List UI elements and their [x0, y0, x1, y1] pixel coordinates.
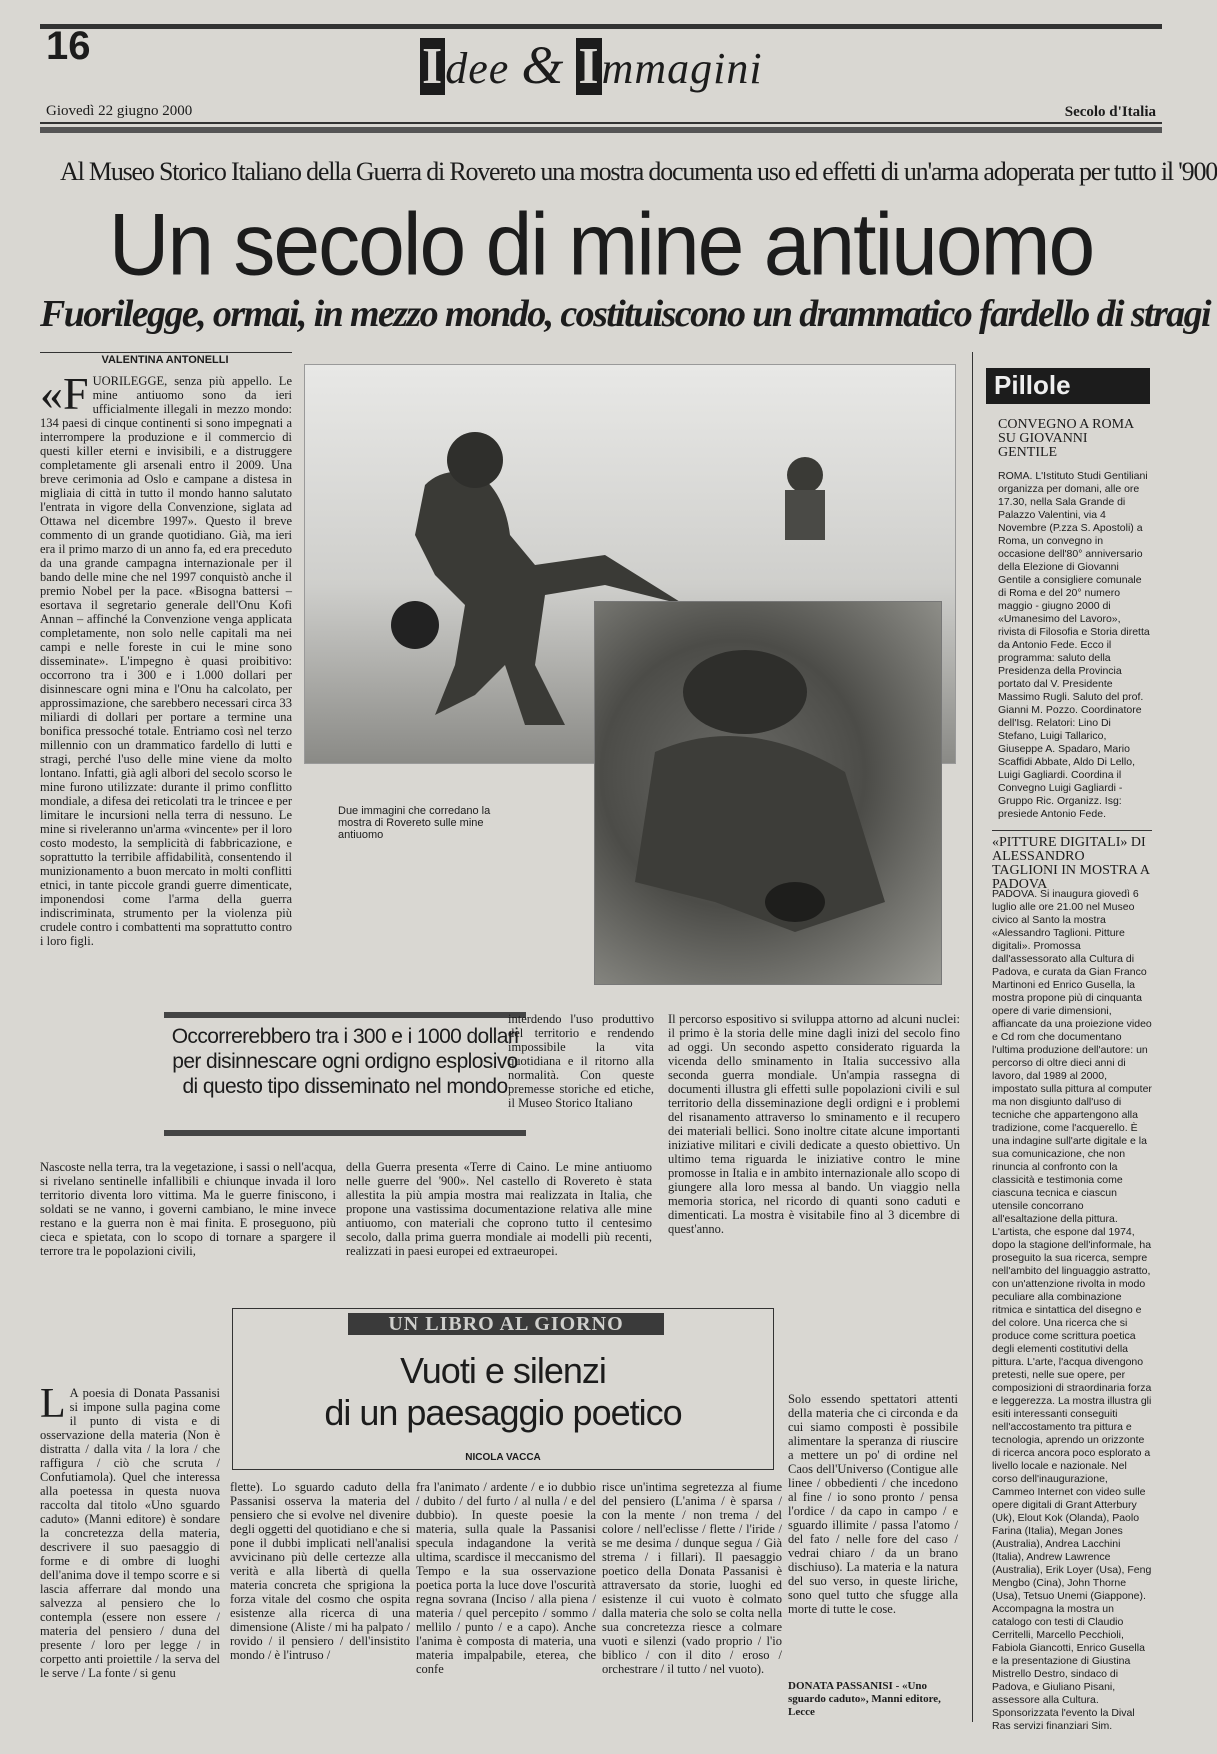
- sidebar-item2-text: PADOVA. Si inaugura giovedì 6 luglio alle ore 21.00 nel Museo civico al Santo la mostra «Alessandro Taglioni. Pitture digitali». Promossa dall'assessorato alla Cultura di Padova, e curata da Gian Franco Martinoni ed Enrico Gusella, la mostra propone più di cinquanta opere di varie dimensioni, affiancate da una proiezione video e Cd rom che documentano l'ultima produzione dell'autore: un percorso di oltre dieci anni di lavoro, dal 1989 al 2000, impostato sulla pittura al computer ma non disgiunto dall'uso di tecniche che appartengono alla tradizione, come l'acquerello. È una indagine sull'arte digitale e la sua comunicazione, che non rinuncia al confronto con la classicità e testimonia come ciascuna tecnica e ciascun utensile concorrano all'esaltazione della pittura. L'artista, che espone dal 1974, dopo la stagione dell'informale, ha proseguito la sua ricerca, sempre nell'ambito del linguaggio astratto, con un'attenzione rivolta in modo peculiare alla combinazione ritmica e sintattica del disegno e del colore. Una ricerca che si produce come scrittura poetica degli elementi costitutivi della pittura. L'arte, l'acqua divengono pretesti, nelle sue opere, per composizioni di straordinaria forza e leggerezza. La mostra illustra gli esiti interessanti conseguiti nell'accostamento tra pittura e tecnologia, aprendo un orizzonte di ricerca ancora poco esplorato a livello locale e nazionale. Nel corso dell'inaugurazione, Cammeo Internet con video sulle opere digitali di Grant Atterbury (Uk), Elout Kok (Olanda), Paolo Farina (Italia), Megan Jones (Australia), Andrea Lacchini (Italia), Andrew Lawrence (Australia), Erik Loyer (Usa), Feng Mengbo (Cina), John Thorne (Usa), Tetsuo Unemi (Giappone). Accompagna la mostra un catalogo con testi di Claudio Cerritelli, Marcello Pecchioli, Fabiola Giancotti, Enrico Gusella e la presentazione di Giustina Mistrello Destro, sindaco di Padova, e Giuliano Pisani, assessore alla Cultura. Sponsorizzata l'evento la Dival Ras servizi finanziari Sim.: [992, 888, 1152, 1732]
- book-col1-text: A poesia di Donata Passanisi si impone sulla pagina come il punto di vista e di osservazione della materia (Non è distratta / dalla vita / la lora / che raffigura / ciò che scruta / Confutiamola). Quel che interessa alla poetessa in questa nuova raccolta dal titolo «Uno sguardo caduto» (Manni editore) è sondare la concretezza della materia, descrivere il suo paesaggio di forme e di ombre di luoghi dell'anima dove il tempo scorre e si lascia afferrare dal mondo una salvezza al pensiero che lo contempla (essere non essere / materia del pensiero / duna del presente / loro per legge / in corpetto anti proiettile / la serva del le serve / La fonte / si genu: [40, 1386, 220, 1680]
- top-rule: [40, 24, 1162, 29]
- book-drop-cap: L: [40, 1381, 66, 1427]
- pull-quote: Occorrerebbero tra i 300 e i 1000 dollari per disinnescare ogni ordigno esplosivo di questo tipo disseminato nel mondo: [164, 1012, 526, 1136]
- article-subheadline: Fuorilegge, ormai, in mezzo mondo, costituiscono un drammatico fardello di stragi: [40, 293, 1210, 335]
- article-continuation-left: Nascoste nella terra, tra la vegetazione, i sassi o nell'acqua, si rivelano sentinelle infallibili e chiunque invada il loro territorio diventa loro vittima. Ma le guerre finiscono, i soldati se ne vanno, i governi cambiano, le mine invece restano e la guerra non è mai finita. E proseguono, più cieca e spietata, con lo scopo di tornare a spargere il terrore tra le popolazioni civili,: [40, 1160, 336, 1258]
- book-review-title: [234, 1350, 772, 1434]
- section-cap-1: I: [422, 38, 444, 95]
- book-column-5: Solo essendo spettatori attenti della materia che ci circonda e da cui siamo composti è possibile alimentare la speranza di riuscire a mettere un po' di ordine nel Caos dell'Universo (Contigue alle linee / obbedienti / che incedono al fine / io sono pronto / pensa l'ordice / da capo in campo / e sguardo illimite / passa l'atomo / del fato / nelle fore del caso / vedrai chiaro / da un brano dischiuso). La materia e la natura del suo verso, in queste liriche, sono quel tutto che sfugge alla morte di tutte le cose.: [788, 1392, 958, 1616]
- sidebar-item1-title: CONVEGNO A ROMA SU GIOVANNI GENTILE: [998, 417, 1134, 460]
- section-masthead: [420, 34, 763, 96]
- book-column-3: fra l'animato / ardente / e io dubbio / dubito / del furto / al nulla / e del dubbio). In queste poesie la materia, sulla quale la Passanisi specula indagandone la verità ultima, scardisce il meccanismo del Tempo e la sua osservazione poetica porta la luce dove l'oscurità regna sovrana (Inciso / alla piena / materia / quel percepito / sommo / mellilo / punto / e a capo). Anche l'anima è composta di materia, una materia impalpabile, eterea, che confe: [416, 1480, 596, 1676]
- article-continuation-middle: della Guerra presenta «Terre di Caino. Le mine antiuomo nelle guerre del '900». Nel castello di Rovereto è stata allestita la più ampia mostra mai realizzata in Italia, che propone una vastissima documentazione relativa alle mine antiuomo, con materiali che coprono tutto il centesimo secolo, dalla prima guerra mondiale ai modelli più recenti, realizzati in paesi europei ed extraeuropei.: [346, 1160, 652, 1258]
- article-byline: VALENTINA ANTONELLI: [101, 354, 229, 366]
- article-col1-text: UORILEGGE, senza più appello. Le mine antiuomo sono da ieri ufficialmente illegali in mezzo mondo: 134 paesi di cinque continenti si sono impegnati a interrompere la produzione e il commercio di questi killer eterni e invisibili, e a distruggere completamente gli arsenali entro il 2009. Una breve cerimonia ad Oslo e campane a distesa in migliaia di città in tutto il mondo hanno salutato l'entrata in vigore della Convenzione, siglata ad Ottawa nel dicembre 1997». Questo il breve commento di un grande quotidiano. Già, ma ieri era il primo marzo di un anno fa, ed era preceduto da una grande campagna internazionale per il bando delle mine che nel 1997 conquistò anche il premio Nobel per la pace. «Bisogna battersi – esortava il segretario generale dell'Onu Kofi Annan – affinché la Convenzione venga applicata completamente, non solo nelle capitali ma nei campi e nelle foreste in cui le mine sono disseminate». L'impegno è quasi proibitivo: occorrono tra i 300 e i 1.000 dollari per disinnescare ogni mina e l'Onu ha calcolato, per approssimazione, che sarebbero necessari circa 33 miliardi di dollari per portare a termine una bonifica pressoché totale. Entriamo così nel terzo millennio con un drammatico fardello di lutti e stragi, perché l'uso delle mine viene da molto lontano. Infatti, già agli albori del secolo scorso le mine furono utilizzate: durante il primo conflitto mondiale, a difesa dei reticolati tra le trincee e per limitare le incursioni nella terra di nessuno. Le mine si riveleranno un'arma «vincente» per il loro costo modesto, la semplicità di fabbricazione, e soprattutto la terribile affidabilità, consentendo il munizionamento a buon mercato in molti conflitti etnici, in tante piccole grandi guerre dimenticate, imponendosi come l'arma della guerra indiscriminata, strumento per la violenza più crudele contro i combattenti ma soprattutto contro i loro figli.: [40, 374, 292, 948]
- article-headline: Un secolo di mine antiuomo: [108, 194, 1094, 294]
- section-cap-2: I: [578, 38, 600, 95]
- article-column-2: interdendo l'uso produttivo del territorio e rendendo impossibile la vita quotidiana e il ritorno alla normalità. Con queste premesse storiche ed etiche, il Museo Storico Italiano: [508, 1012, 654, 1110]
- article-kicker: Al Museo Storico Italiano della Guerra di Rovereto una mostra documenta uso ed effetti di un'arma adoperata per tutto il '900: [60, 157, 1217, 186]
- article-column-1: [40, 368, 292, 1014]
- sidebar-item1-text: ROMA. L'Istituto Studi Gentiliani organizza per domani, alle ore 17.30, nella Sala Grande di Palazzo Valentini, via 4 Novembre (P.zza S. Apostoli) a Roma, un convegno in occasione dell'80° anniversario della Elezione di Giovanni Gentile a consigliere comunale di Roma e del 20° numero maggio - giugno 2000 di «Umanesimo del Lavoro», rivista di Filosofia e Storia diretta da Antonio Fede. Ecco il programma: saluto della Presidenza della Provincia portato dal V. Presidente Massimo Rugli. Saluto del prof. Gianni M. Pozzo. Coordinatore dell'Isg. Relatori: Lino Di Stefano, Luigi Tallarico, Giuseppe A. Spadaro, Mario Scaffidi Abbate, Aldo Di Lello, Luigi Gagliardi. Coordina il Convegno Luigi Gagliardi - Gruppo Ric. Organizz. Isg: presiede Antonio Fede.: [998, 470, 1150, 820]
- page-number: 16: [46, 24, 91, 68]
- photo-caption: Due immagini che corredano la mostra di Rovereto sulle mine antiuomo: [338, 805, 491, 841]
- section-ampersand: &: [521, 35, 565, 95]
- header-rule: [40, 122, 1162, 124]
- sidebar-item-rule: [992, 830, 1152, 831]
- article-column-3: Il percorso espositivo si sviluppa attorno ad alcuni nuclei: il primo è la storia delle mine dagli inizi del secolo fino ad oggi. Un secondo aspetto considerato riguarda la vicenda dello sminamento in Italia successivo alla seconda guerra mondiale. Un'ampia rassegna di documenti illustra gli effetti sulle popolazioni civili e sul territorio della disseminazione degli ordigni e i problemi del risanamento attraverso lo sminamento e il recupero dei materiali bellici. Sono inoltre citate alcune importanti iniziative militari e civili dedicate a questo obiettivo. Un ultimo tema riguarda le iniziative contro le mine promosse in Italia e in ambito internazionale allo scopo di giungere alla loro messa al bando. Un viaggio nella memoria storica, nel ricordo di quanti sono caduti e dimenticati. La mostra è visitabile fino al 3 dicembre di quest'anno.: [668, 1012, 960, 1236]
- section-word-1: dee: [445, 44, 510, 93]
- newspaper-name: Secolo d'Italia: [1064, 104, 1156, 120]
- book-column-2: flette). Lo sguardo caduto della Passanisi osserva la materia del pensiero che si evolve nel divenire degli oggetti del quotidiano e che si pone il dubbi implicati nell'analisi avvicinano più delle certezze alla verità e alla libertà di quella materia concreta che sprigiona la forza vitale del cosmo che ospita esistenze alla ricerca di una dimensione (Aliste / mi ha palpato / rovido / il pensiero / dell'insistito mondo / è l'intruso /: [230, 1480, 410, 1662]
- article-drop-cap: «F: [40, 368, 89, 419]
- section-word-2: mmagini: [601, 44, 763, 93]
- book-title-line2: di un paesaggio poetico: [324, 1392, 682, 1433]
- sidebar-item2-title: «PITTURE DIGITALI» DI ALESSANDRO TAGLIONI IN MOSTRA A PADOVA: [992, 835, 1150, 892]
- sidebar-title: Pillole: [986, 368, 1150, 404]
- photo-soldier-crouching: [594, 601, 942, 985]
- sidebar-divider: [972, 352, 973, 1722]
- header-thick-rule: [40, 127, 1162, 133]
- book-credit: DONATA PASSANISI - «Uno sguardo caduto», Manni editore, Lecce: [788, 1680, 941, 1718]
- book-title-line1: Vuoti e silenzi: [400, 1350, 606, 1391]
- book-review-banner: UN LIBRO AL GIORNO: [348, 1313, 664, 1335]
- issue-date: Giovedì 22 giugno 2000: [46, 103, 193, 119]
- book-column-1: [40, 1381, 220, 1716]
- crouching-soldier-image: [595, 602, 943, 986]
- byline-rule: [40, 352, 292, 353]
- book-column-4: risce un'intima segretezza al fiume del pensiero (L'anima / è sparsa / con la mente / non trema / del colore / nell'eclisse / flette / l'iride / se me desima / dunque segua / Già strema / i fillari). Il paesaggio poetico della Donata Passanisi è attraversato da storie, luoghi ed esistenze il cui vuoto è colmato dalla materia che solo se colta nella sua concretezza riesce a colmare vuoti e silenzi (vado proprio / l'io biblico / con il dito / eroso / orchestrare / il tutto / nel vuoto).: [602, 1480, 782, 1676]
- book-review-byline: NICOLA VACCA: [465, 1452, 541, 1463]
